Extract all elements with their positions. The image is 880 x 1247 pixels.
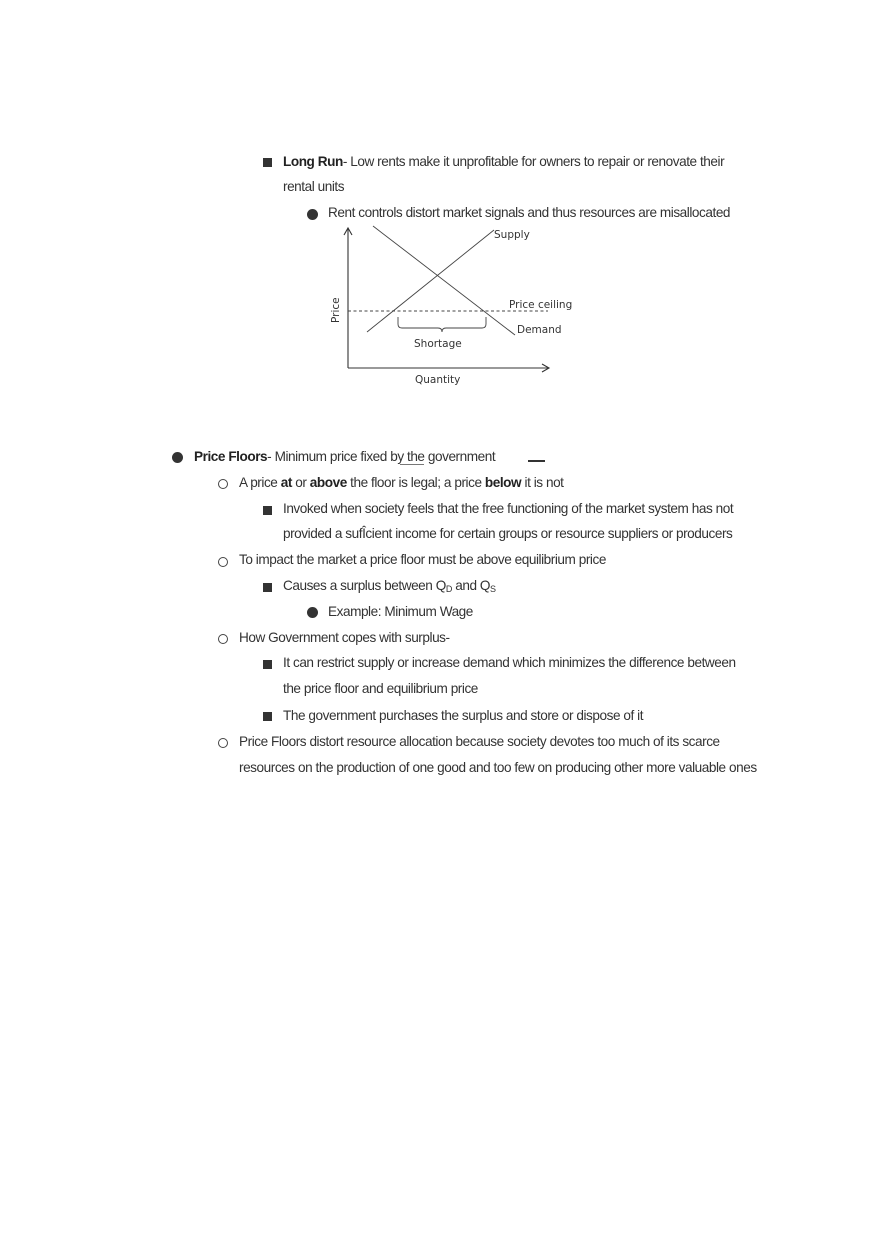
government-copes-point: How Government copes with surplus- (239, 630, 450, 645)
bold-below: below (484, 475, 522, 490)
text-run: or (291, 475, 310, 490)
dash-mark (528, 460, 545, 462)
square-bullet-icon (263, 712, 272, 721)
minimum-wage-example: Example: Minimum Wage (328, 604, 473, 619)
long-run-title: Long Run (283, 154, 343, 169)
square-bullet-icon (263, 583, 272, 592)
demand-label: Demand (517, 324, 562, 336)
subscript-d: D (445, 584, 452, 594)
surplus-point (283, 577, 496, 598)
text-run: the floor is legal; a price (346, 475, 485, 490)
long-run-line-2: rental units (283, 179, 345, 194)
square-bullet-icon (263, 506, 272, 515)
price-floor-legal-point (239, 474, 564, 492)
x-axis-label: Quantity (415, 374, 461, 386)
dot-bullet-icon (172, 452, 183, 463)
price-floors-heading (194, 448, 495, 466)
long-run-text: - Low rents make it unprofitable for owners to repair or renovate their (342, 154, 725, 169)
restrict-supply-line-2: the price floor and equilibrium price (283, 681, 478, 696)
dot-bullet-icon (307, 607, 318, 618)
text-run: Causes a surplus between Q (283, 578, 446, 593)
dot-bullet-icon (307, 209, 318, 220)
distort-allocation-line-1: Price Floors distort resource allocation because society devotes too much of its scarce (239, 734, 720, 749)
invoked-line-1: Invoked when society feels that the free functioning of the market system has not (283, 501, 734, 516)
long-run-line-1 (283, 153, 724, 171)
square-bullet-icon (263, 158, 272, 167)
circle-bullet-icon (218, 479, 228, 489)
restrict-supply-line-1: It can restrict supply or increase demand which minimizes the difference between (283, 655, 736, 670)
subscript-s: S (490, 584, 496, 594)
circle-bullet-icon (218, 634, 228, 644)
government-purchases-point: The government purchases the surplus and store or dispose of it (283, 708, 644, 723)
bold-above: above (309, 475, 347, 490)
bold-at: at (280, 475, 292, 490)
rent-controls-point: Rent controls distort market signals and thus resources are misallocated (328, 205, 731, 220)
text-run: and Q (451, 578, 491, 593)
invoked-line-2: provided a sufÎcient income for certain groups or resource suppliers or producers (283, 526, 733, 541)
supply-curve (367, 230, 494, 332)
supply-label: Supply (494, 229, 530, 241)
distort-allocation-line-2: resources on the production of one good and too few on producing other more valuable ones (239, 760, 757, 775)
text-run: A price (239, 475, 281, 490)
price-ceiling-chart (325, 222, 575, 390)
demand-curve (373, 226, 515, 335)
price-ceiling-label: Price ceiling (509, 299, 573, 311)
y-axis-label: Price (330, 297, 342, 323)
impact-market-point: To impact the market a price floor must be above equilibrium price (239, 552, 606, 567)
shortage-label: Shortage (414, 338, 462, 350)
shortage-brace (398, 317, 486, 332)
circle-bullet-icon (218, 557, 228, 567)
square-bullet-icon (263, 660, 272, 669)
price-floors-title: Price Floors (194, 449, 268, 464)
strike-mark (400, 464, 424, 465)
circle-bullet-icon (218, 738, 228, 748)
text-run: it is not (521, 475, 564, 490)
price-floors-text: - Minimum price fixed by the government (267, 449, 496, 464)
